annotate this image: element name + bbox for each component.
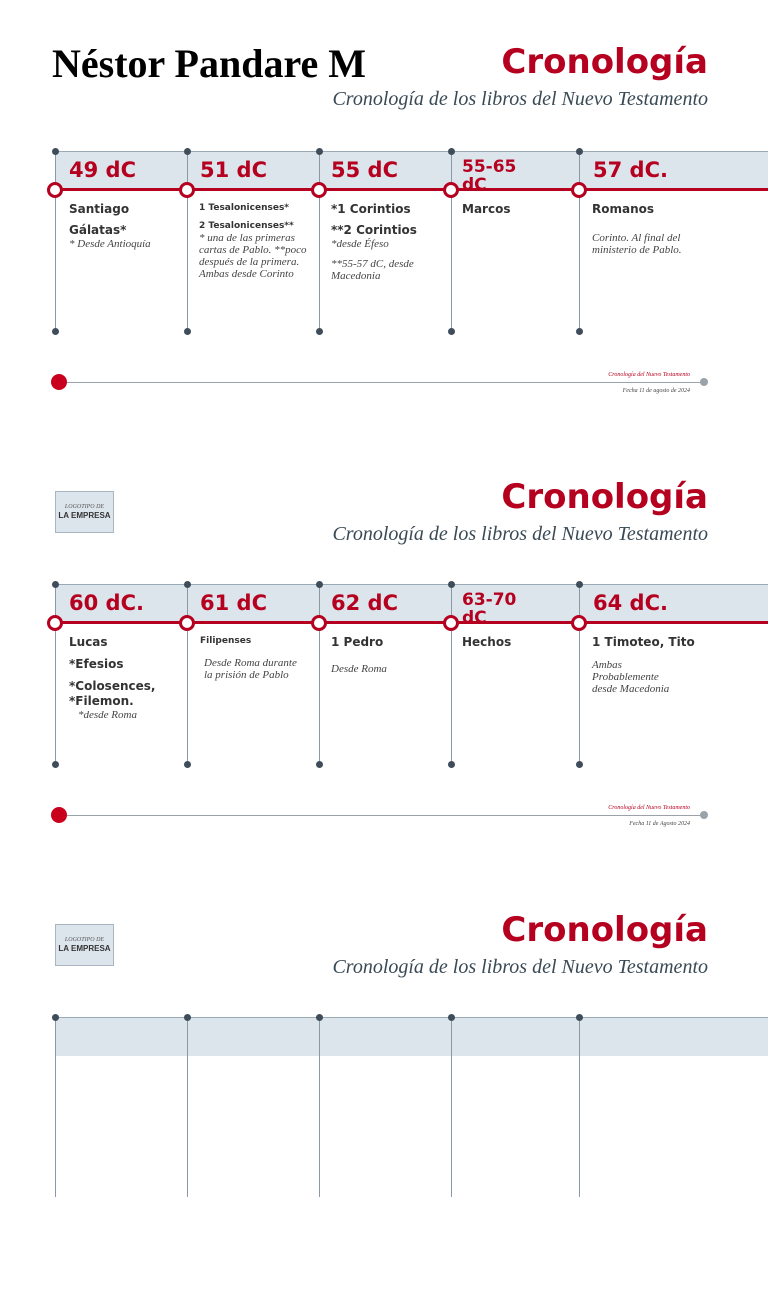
- logo-line-2: LA EMPRESA: [58, 944, 111, 953]
- book-note: Desde Roma durante la prisión de Pablo: [204, 657, 297, 681]
- logo-line-2: LA EMPRESA: [58, 511, 111, 520]
- timeline-divider: [319, 151, 320, 331]
- timeline-marker: [311, 615, 327, 631]
- footer-date: Fecha 11 de agosto de 2024: [622, 388, 690, 394]
- book-note: Desde Roma: [331, 663, 387, 675]
- year-label: 61 dC: [200, 591, 267, 615]
- timeline-marker: [571, 182, 587, 198]
- page-subtitle: Cronología de los libros del Nuevo Testamento: [332, 88, 708, 110]
- divider-top-dot: [52, 148, 59, 155]
- divider-top-dot: [576, 148, 583, 155]
- book-note: *desde Roma: [78, 709, 137, 721]
- timeline-marker: [443, 615, 459, 631]
- timeline-divider: [187, 584, 188, 764]
- timeline-marker: [179, 182, 195, 198]
- year-label: 49 dC: [69, 158, 136, 182]
- book-name: Marcos: [462, 202, 511, 216]
- timeline-marker: [311, 182, 327, 198]
- timeline-divider: [451, 584, 452, 764]
- footer-title: Cronología del Nuevo Testamento: [608, 372, 690, 378]
- divider-bottom-dot: [316, 328, 323, 335]
- timeline-divider: [451, 1017, 452, 1197]
- book-note: * una de las primeras cartas de Pablo. **poco después de la primera. Ambas desde Corinto: [199, 232, 307, 280]
- timeline-entry: [592, 635, 712, 695]
- footer-line: [67, 815, 704, 816]
- book-note: **55-57 dC, desde Macedonia: [331, 258, 414, 282]
- divider-top-dot: [448, 581, 455, 588]
- divider-bottom-dot: [52, 328, 59, 335]
- timeline-marker: [179, 615, 195, 631]
- author-name: Néstor Pandare M: [52, 41, 367, 86]
- page-title: Cronología: [501, 42, 708, 82]
- timeline-divider: [319, 584, 320, 764]
- divider-top-dot: [184, 1014, 191, 1021]
- footer-dot: [51, 807, 67, 823]
- book-name: Romanos: [592, 202, 655, 216]
- timeline-divider: [579, 1017, 580, 1197]
- book-name: 1 Pedro: [331, 635, 384, 649]
- book-name: *Efesios: [69, 657, 124, 671]
- year-label: 55-65 dC: [462, 157, 517, 195]
- divider-bottom-dot: [448, 328, 455, 335]
- page-1: [0, 0, 768, 433]
- book-note: Corinto. Al final del ministerio de Pablo.: [592, 232, 682, 256]
- divider-bottom-dot: [576, 761, 583, 768]
- divider-top-dot: [52, 581, 59, 588]
- logo-line-1: LOGOTIPO DE: [64, 504, 105, 510]
- timeline-entry: [200, 635, 312, 681]
- divider-top-dot: [316, 1014, 323, 1021]
- timeline-divider: [579, 584, 580, 764]
- footer-title: Cronología del Nuevo Testamento: [608, 805, 690, 811]
- divider-bottom-dot: [184, 328, 191, 335]
- book-name: Hechos: [462, 635, 512, 649]
- timeline-entry: [69, 635, 181, 721]
- divider-top-dot: [316, 581, 323, 588]
- page-subtitle: Cronología de los libros del Nuevo Testamento: [332, 523, 708, 545]
- timeline-marker: [571, 615, 587, 631]
- timeline-divider: [187, 1017, 188, 1197]
- year-label: 57 dC.: [593, 158, 668, 182]
- book-note: *desde Éfeso: [331, 238, 389, 250]
- timeline-entry: [199, 202, 311, 280]
- footer-date: Fecha 11 de Agosto 2024: [629, 821, 690, 827]
- divider-bottom-dot: [52, 761, 59, 768]
- timeline-marker: [47, 182, 63, 198]
- year-label: 51 dC: [200, 158, 267, 182]
- book-name: Santiago: [69, 202, 130, 216]
- divider-top-dot: [576, 1014, 583, 1021]
- year-label: 63-70 dC: [462, 590, 517, 628]
- timeline-red-line: [55, 188, 768, 191]
- timeline-divider: [55, 584, 56, 764]
- book-name: Lucas: [69, 635, 108, 649]
- page-3: [0, 866, 768, 1299]
- logo-line-1: LOGOTIPO DE: [64, 937, 105, 943]
- divider-top-dot: [448, 148, 455, 155]
- divider-top-dot: [316, 148, 323, 155]
- footer-dot: [51, 374, 67, 390]
- timeline-divider: [451, 151, 452, 331]
- company-logo-placeholder: [55, 924, 114, 966]
- book-note: Ambas Probablemente desde Macedonia: [592, 659, 670, 695]
- timeline-red-line: [55, 621, 768, 624]
- page-2: [0, 433, 768, 866]
- divider-bottom-dot: [316, 761, 323, 768]
- timeline-divider: [319, 1017, 320, 1197]
- footer-end-dot: [700, 811, 708, 819]
- company-logo-placeholder: [55, 491, 114, 533]
- year-label: 62 dC: [331, 591, 398, 615]
- book-name: Filipenses: [200, 636, 252, 646]
- footer-end-dot: [700, 378, 708, 386]
- timeline-divider: [55, 151, 56, 331]
- divider-top-dot: [184, 148, 191, 155]
- timeline-entry: [331, 202, 443, 282]
- year-label: 55 dC: [331, 158, 398, 182]
- divider-bottom-dot: [576, 328, 583, 335]
- timeline-entry: [69, 202, 189, 250]
- timeline-entry: [462, 635, 572, 656]
- divider-bottom-dot: [448, 761, 455, 768]
- timeline-entry: [331, 635, 443, 675]
- divider-top-dot: [576, 581, 583, 588]
- timeline-marker: [47, 615, 63, 631]
- book-name: *Colosences, *Filemon.: [69, 679, 156, 708]
- timeline-entry: [592, 202, 692, 256]
- timeline-divider: [579, 151, 580, 331]
- book-name: 1 Timoteo, Tito: [592, 635, 695, 649]
- book-note: * Desde Antioquía: [69, 238, 151, 250]
- footer-line: [67, 382, 704, 383]
- timeline-divider: [55, 1017, 56, 1197]
- divider-top-dot: [448, 1014, 455, 1021]
- timeline-entry: [462, 202, 572, 223]
- book-name: Gálatas*: [69, 223, 127, 237]
- book-name: **2 Corintios: [331, 223, 417, 237]
- page-title: Cronología: [501, 910, 708, 950]
- book-name: 2 Tesalonicenses**: [199, 221, 294, 231]
- page-title: Cronología: [501, 477, 708, 517]
- book-name: 1 Tesalonicenses*: [199, 203, 290, 213]
- book-name: *1 Corintios: [331, 202, 411, 216]
- divider-top-dot: [184, 581, 191, 588]
- timeline-band: [55, 1017, 768, 1056]
- timeline-marker: [443, 182, 459, 198]
- page-subtitle: Cronología de los libros del Nuevo Testamento: [332, 956, 708, 978]
- divider-top-dot: [52, 1014, 59, 1021]
- year-label: 64 dC.: [593, 591, 668, 615]
- year-label: 60 dC.: [69, 591, 144, 615]
- divider-bottom-dot: [184, 761, 191, 768]
